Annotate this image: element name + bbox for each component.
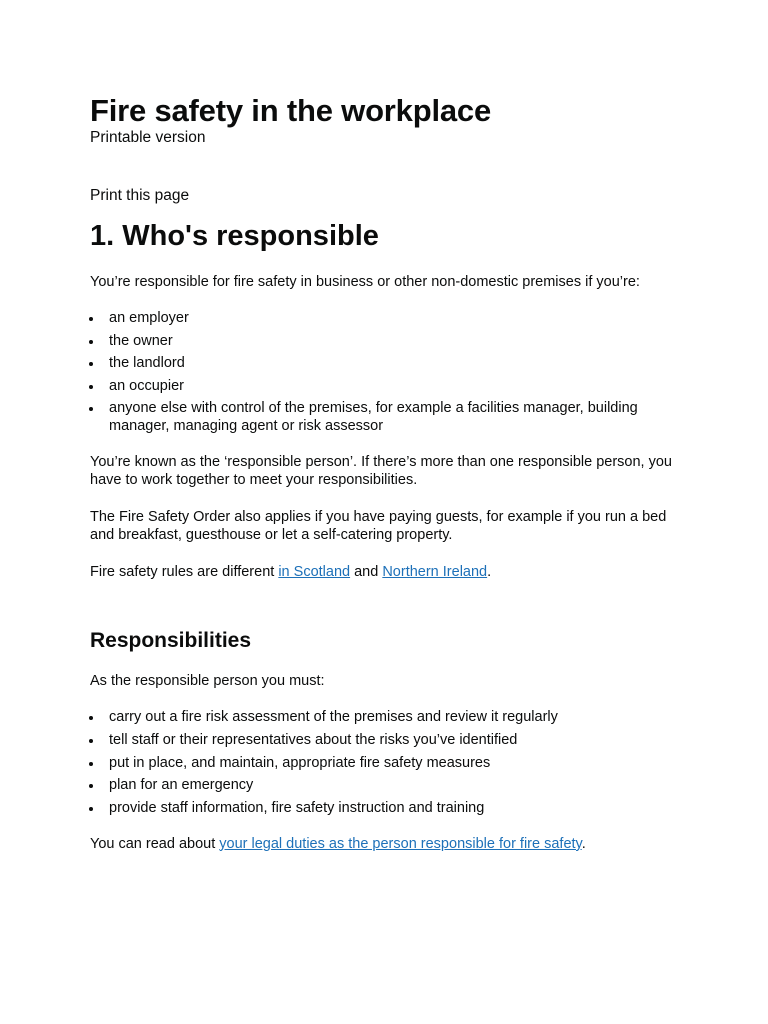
- list-item: plan for an emergency: [90, 776, 690, 794]
- section-intro: You’re responsible for fire safety in business or other non-domestic premises if you’re:: [90, 274, 640, 290]
- fire-safety-order-paragraph: The Fire Safety Order also applies if you have paying guests, for example if you run a bed and breakfast, guesthouse or let a self-catering property.: [90, 509, 667, 544]
- page-title: Fire safety in the workplace: [90, 93, 491, 128]
- responsibilities-intro: As the responsible person you must:: [90, 673, 325, 690]
- list-item: the owner: [90, 332, 690, 350]
- rules-middle: and: [350, 564, 383, 581]
- rules-prefix: Fire safety rules are different: [90, 564, 279, 581]
- section-heading-responsibilities: Responsibilities: [90, 629, 252, 653]
- duties-list: [90, 708, 690, 816]
- scotland-link[interactable]: in Scotland: [278, 564, 351, 581]
- list-item: an employer: [90, 309, 690, 327]
- list-item: the landlord: [90, 354, 690, 372]
- read-more-suffix: .: [581, 835, 586, 852]
- print-page-link[interactable]: Print this page: [90, 187, 190, 204]
- page-subtitle: Printable version: [90, 129, 206, 146]
- list-item: carry out a fire risk assessment of the premises and review it regularly: [90, 708, 690, 726]
- roles-list: [90, 309, 690, 435]
- list-item: an occupier: [90, 377, 690, 395]
- legal-duties-link[interactable]: your legal duties as the person responsible for fire safety: [219, 835, 582, 852]
- section-heading-whos-responsible: 1. Who's responsible: [90, 220, 379, 252]
- rules-paragraph: [90, 563, 690, 581]
- responsible-person-paragraph: You’re known as the ‘responsible person’. If there’s more than one responsible person, you have to work together to meet your responsibilities.: [90, 454, 672, 489]
- document-page: [90, 94, 690, 853]
- list-item: anyone else with control of the premises, for example a facilities manager, building manager, managing agent or risk assessor: [90, 399, 690, 435]
- list-item: provide staff information, fire safety instruction and training: [90, 799, 690, 817]
- rules-suffix: .: [487, 564, 492, 581]
- legal-duties-paragraph: [90, 835, 690, 853]
- northern-ireland-link[interactable]: Northern Ireland: [382, 564, 488, 581]
- read-more-prefix: You can read about: [90, 835, 220, 852]
- list-item: tell staff or their representatives about the risks you’ve identified: [90, 731, 690, 749]
- list-item: put in place, and maintain, appropriate fire safety measures: [90, 754, 690, 772]
